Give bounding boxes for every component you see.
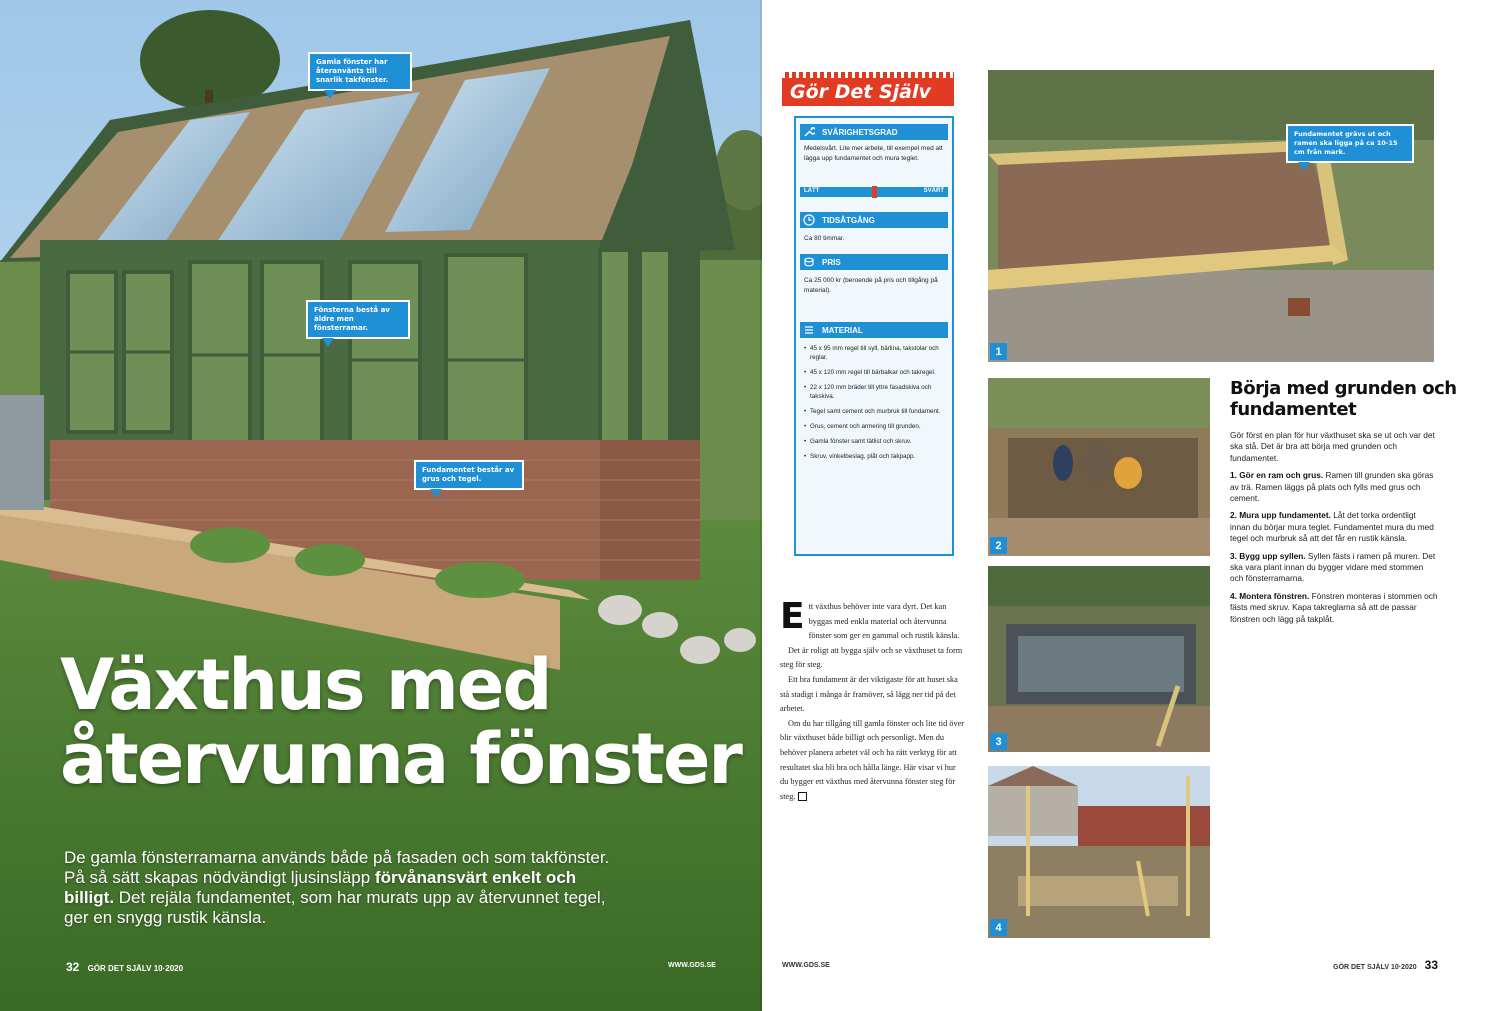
section-label: Gör Det Själv: [790, 81, 931, 103]
difficulty-text: Medelsvårt. Lite mer arbete, till exempel med att lägga upp fundamentet och mura teglet.: [804, 145, 943, 162]
photo-number-4: 4: [990, 919, 1007, 936]
time-header: [800, 212, 948, 228]
step-item: [1230, 470, 1438, 504]
left-issue: 10·2020: [153, 964, 184, 973]
scale-high-label: SVÅRT: [923, 188, 944, 194]
steps-intro: Gör först en plan för hur växthuset ska se ut och var det ska stå. Det är bra att börja med grunden och fundamentet.: [1230, 430, 1435, 463]
page-title: [60, 644, 750, 800]
right-page: [762, 0, 1500, 1011]
step-label: 4. Montera fönstren.: [1230, 590, 1310, 601]
body-paragraph: [780, 717, 966, 805]
step-label: 1. Gör en ram och grus.: [1230, 470, 1324, 481]
callout-roof-windows: Gamla fönster har återanvänts till snarlik takfönster.: [308, 52, 412, 91]
difficulty-header: [800, 124, 948, 140]
right-magazine-name: GÖR DET SJÄLV: [1333, 964, 1390, 971]
section-label-box: [782, 72, 954, 106]
photo-number-3: 3: [990, 733, 1007, 750]
body-paragraph: [780, 596, 966, 644]
step-text: Fönstren monteras i stommen och fästs med skruv. Kapa takreglarna så att de passar fönstren och lägg på takplåt.: [1230, 590, 1438, 624]
body-text: tt växthus behöver inte vara dyrt. Det kan byggas med enkla material och återvunna fönster som ger en gammal och rustik känsla.: [808, 602, 960, 641]
step-item: [1230, 510, 1438, 544]
materials-header: [800, 322, 948, 338]
title-line-2: återvunna fönster: [60, 718, 741, 800]
project-infobox: [794, 116, 954, 556]
section-heading: Börja med grunden och fundamentet: [1230, 378, 1457, 420]
step-item: [1230, 551, 1438, 585]
material-item: • Skruv, vinkelbeslag, plåt och takpapp.: [804, 452, 948, 461]
photo-number-1: 1: [990, 343, 1007, 360]
material-item: • Grus, cement och armering till grunden.: [804, 422, 948, 431]
right-website: WWW.GDS.SE: [782, 962, 830, 969]
coins-icon: [802, 255, 816, 269]
callout-wall-windows: Fönsterna bestå av äldre men fönsterramar.: [306, 300, 410, 339]
drop-cap: E: [780, 596, 805, 637]
step-label: 2. Mura upp fundamentet.: [1230, 510, 1331, 521]
left-folio: [66, 960, 183, 974]
step-text: Syllen fästs i ramen på muren. Det ska vara plant innan du bygger vidare med stommen och fönsterramarna.: [1230, 550, 1436, 584]
cost-header: [800, 254, 948, 270]
photo-callout: Fundamentet grävs ut och ramen ska ligga på ca 10-15 cm från mark.: [1286, 124, 1414, 163]
step-text: Låt det torka ordentligt innan du börjar mura teglet. Fundamentet mura du med tegel och murbruk så att det får en rustik känsla.: [1230, 510, 1434, 544]
step-photo-3: [988, 566, 1210, 752]
materials-heading: MATERIAL: [822, 325, 863, 335]
cost-text: Ca 25 000 kr (beroende på pris och tillgång på material).: [804, 277, 938, 294]
body-text: Om du har tillgång till gamla fönster och lite tid över blir växthuset både billigt och personligt. Men du behöver planera arbetet väl och ha rätt verktyg för att resultatet ska bli bra och hålla länge. Här visar vi hur du bygger ett växthus med återvunna fönster steg för steg.: [780, 718, 965, 801]
callout-foundation: Fundamentet består av grus och tegel.: [414, 460, 524, 490]
title-line-1: Växthus med: [60, 644, 551, 726]
clock-icon: [802, 213, 816, 227]
step-photo-4: [988, 766, 1210, 938]
step-text: Ramen till grunden ska göras av trä. Ramen läggs på plats och fylls med grus och cement.: [1230, 470, 1434, 504]
right-folio: [1333, 958, 1438, 972]
scale-low-label: LÄTT: [804, 188, 820, 194]
list-icon: [802, 323, 816, 337]
body-paragraph: Det är roligt att bygga själv och se växthuset ta form steg för steg.: [780, 645, 963, 670]
step-photo-1: [988, 70, 1434, 362]
step-item: [1230, 591, 1438, 625]
end-mark-icon: [798, 792, 807, 801]
material-item: • Gamla fönster samt tätlist och skruv.: [804, 437, 948, 446]
material-item: • Tegel samt cement och murbruk till fundament.: [804, 407, 948, 416]
left-website: WWW.GDS.SE: [668, 962, 716, 969]
photo-number-2: 2: [990, 537, 1007, 554]
wrench-icon: [802, 125, 816, 139]
intro-text-end: Det rejäla fundamentet, som har murats upp av återvunnet tegel, ger en snygg rustik känsla.: [64, 888, 606, 927]
material-item: • 22 x 120 mm bräder till yttre fasadskiva och takskiva.: [804, 383, 948, 401]
difficulty-scale: [800, 187, 948, 197]
intro-text-start: De gamla fönsterramarna används både på fasaden och som takfönster. På så sätt skapas nödvändigt ljusinsläpp: [64, 848, 610, 887]
right-page-number: 33: [1424, 958, 1438, 972]
time-text: Ca 80 timmar.: [804, 235, 845, 242]
step-photo-2: [988, 378, 1210, 556]
body-paragraph: Ett bra fundament är det viktigaste för att huset ska stå stadigt i många år framöver, så lägg ner tid på det arbetet.: [780, 674, 958, 714]
material-item: • 45 x 95 mm regel till syll, bärlina, takstolar och reglar.: [804, 344, 948, 362]
difficulty-heading: SVÅRIGHETSGRAD: [822, 127, 898, 137]
steps-column: [1230, 430, 1438, 631]
cost-heading: PRIS: [822, 257, 841, 267]
left-magazine-name: GÖR DET SJÄLV: [87, 964, 152, 973]
intro-text-bold: förvånansvärt enkelt och billigt.: [64, 868, 577, 907]
materials-list: [804, 344, 948, 467]
intro-paragraph: [64, 848, 624, 928]
step-label: 3. Bygg upp syllen.: [1230, 550, 1306, 561]
material-item: • 45 x 120 mm regel till bärbalkar och takregel.: [804, 368, 948, 377]
time-heading: TIDSÅTGÅNG: [822, 215, 875, 225]
right-issue: 10·2020: [1390, 964, 1417, 971]
difficulty-marker: [872, 186, 877, 198]
left-page-number: 32: [66, 960, 80, 974]
article-body: [780, 596, 966, 804]
